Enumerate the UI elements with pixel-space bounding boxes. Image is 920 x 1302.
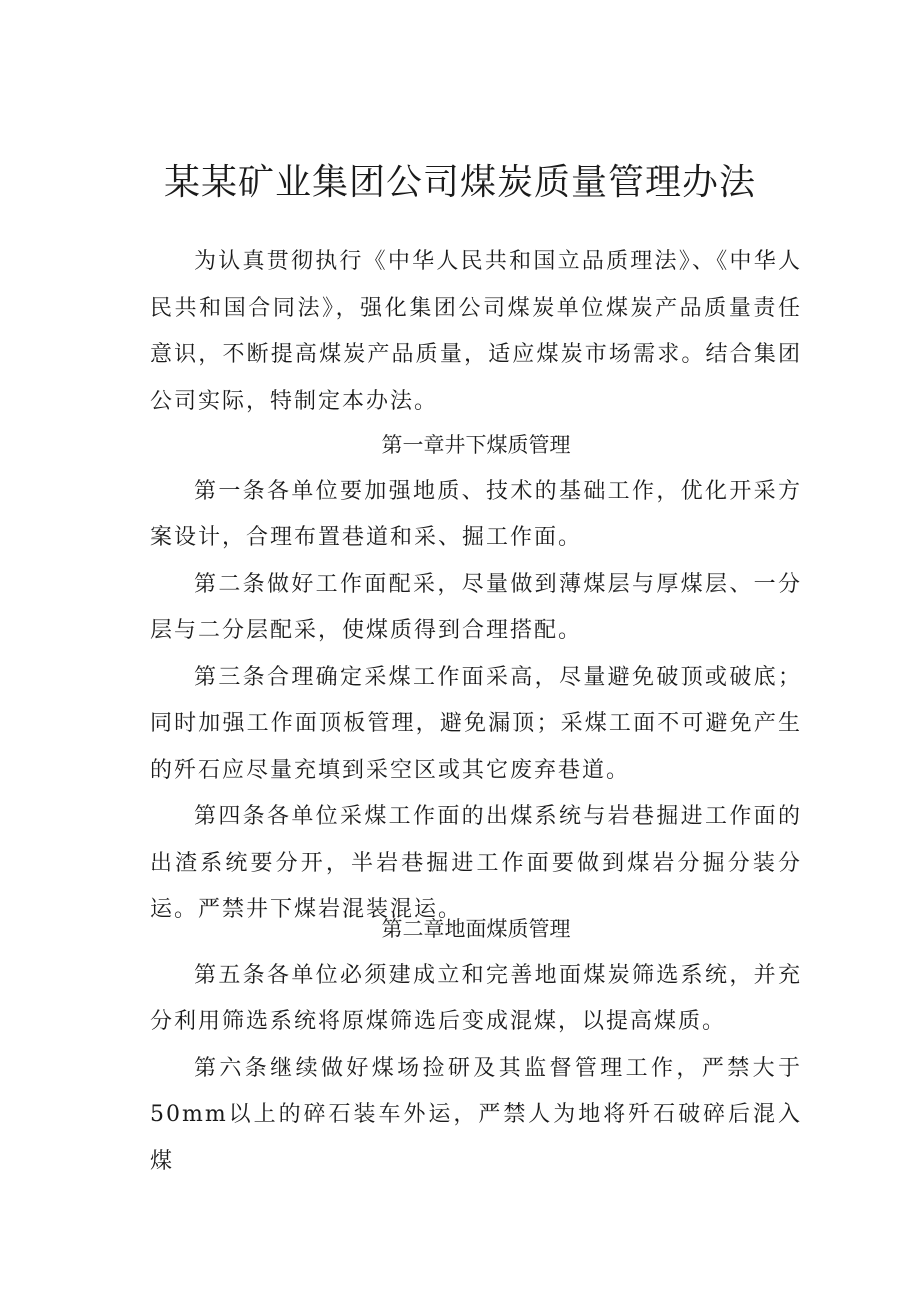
document-body	[150, 239, 802, 425]
article-paragraph: 第三条合理确定采煤工作面采高，尽量避免破顶或破底；同时加强工作面顶板管理，避免漏顶；采煤工面不可避免产生的歼石应尽量充填到采空区或其它废弃巷道。	[150, 664, 802, 783]
chapter-2-section	[150, 906, 802, 1185]
preamble-paragraph: 为认真贯彻执行《中华人民共和国立品质理法》、《中华人民共和国合同法》，强化集团公司煤炭单位煤炭产品质量责任意识，不断提高煤炭产品质量，适应煤炭市场需求。结合集团公司实际，特制定本办法。	[150, 249, 802, 414]
article-paragraph: 第五条各单位必须建成立和完善地面煤炭筛选系统，并充分利用筛选系统将原煤筛选后变成混煤，以提高煤质。	[150, 962, 802, 1034]
chapter-1-section	[150, 422, 802, 934]
article-paragraph: 第四条各单位采煤工作面的出煤系统与岩巷掘进工作面的出渣系统要分开，半岩巷掘进工作面要做到煤岩分掘分装分运。严禁井下煤岩混装混运。	[150, 804, 802, 922]
article-paragraph: 第六条继续做好煤场捡研及其监督管理工作，严禁大于50mm以上的碎石装车外运，严禁人为地将歼石破碎后混入煤	[150, 1055, 802, 1174]
article-paragraph: 第二条做好工作面配采，尽量做到薄煤层与厚煤层、一分层与二分层配采，使煤质得到合理搭配。	[150, 571, 802, 643]
chapter-heading: 第二章地面煤质管理	[381, 917, 571, 941]
document-title: 某某矿业集团公司煤炭质量管理办法	[163, 162, 756, 203]
chapter-heading: 第一章井下煤质管理	[381, 433, 571, 457]
article-paragraph: 第一条各单位要加强地质、技术的基础工作，优化开采方案设计，合理布置巷道和采、掘工作面。	[150, 478, 802, 550]
